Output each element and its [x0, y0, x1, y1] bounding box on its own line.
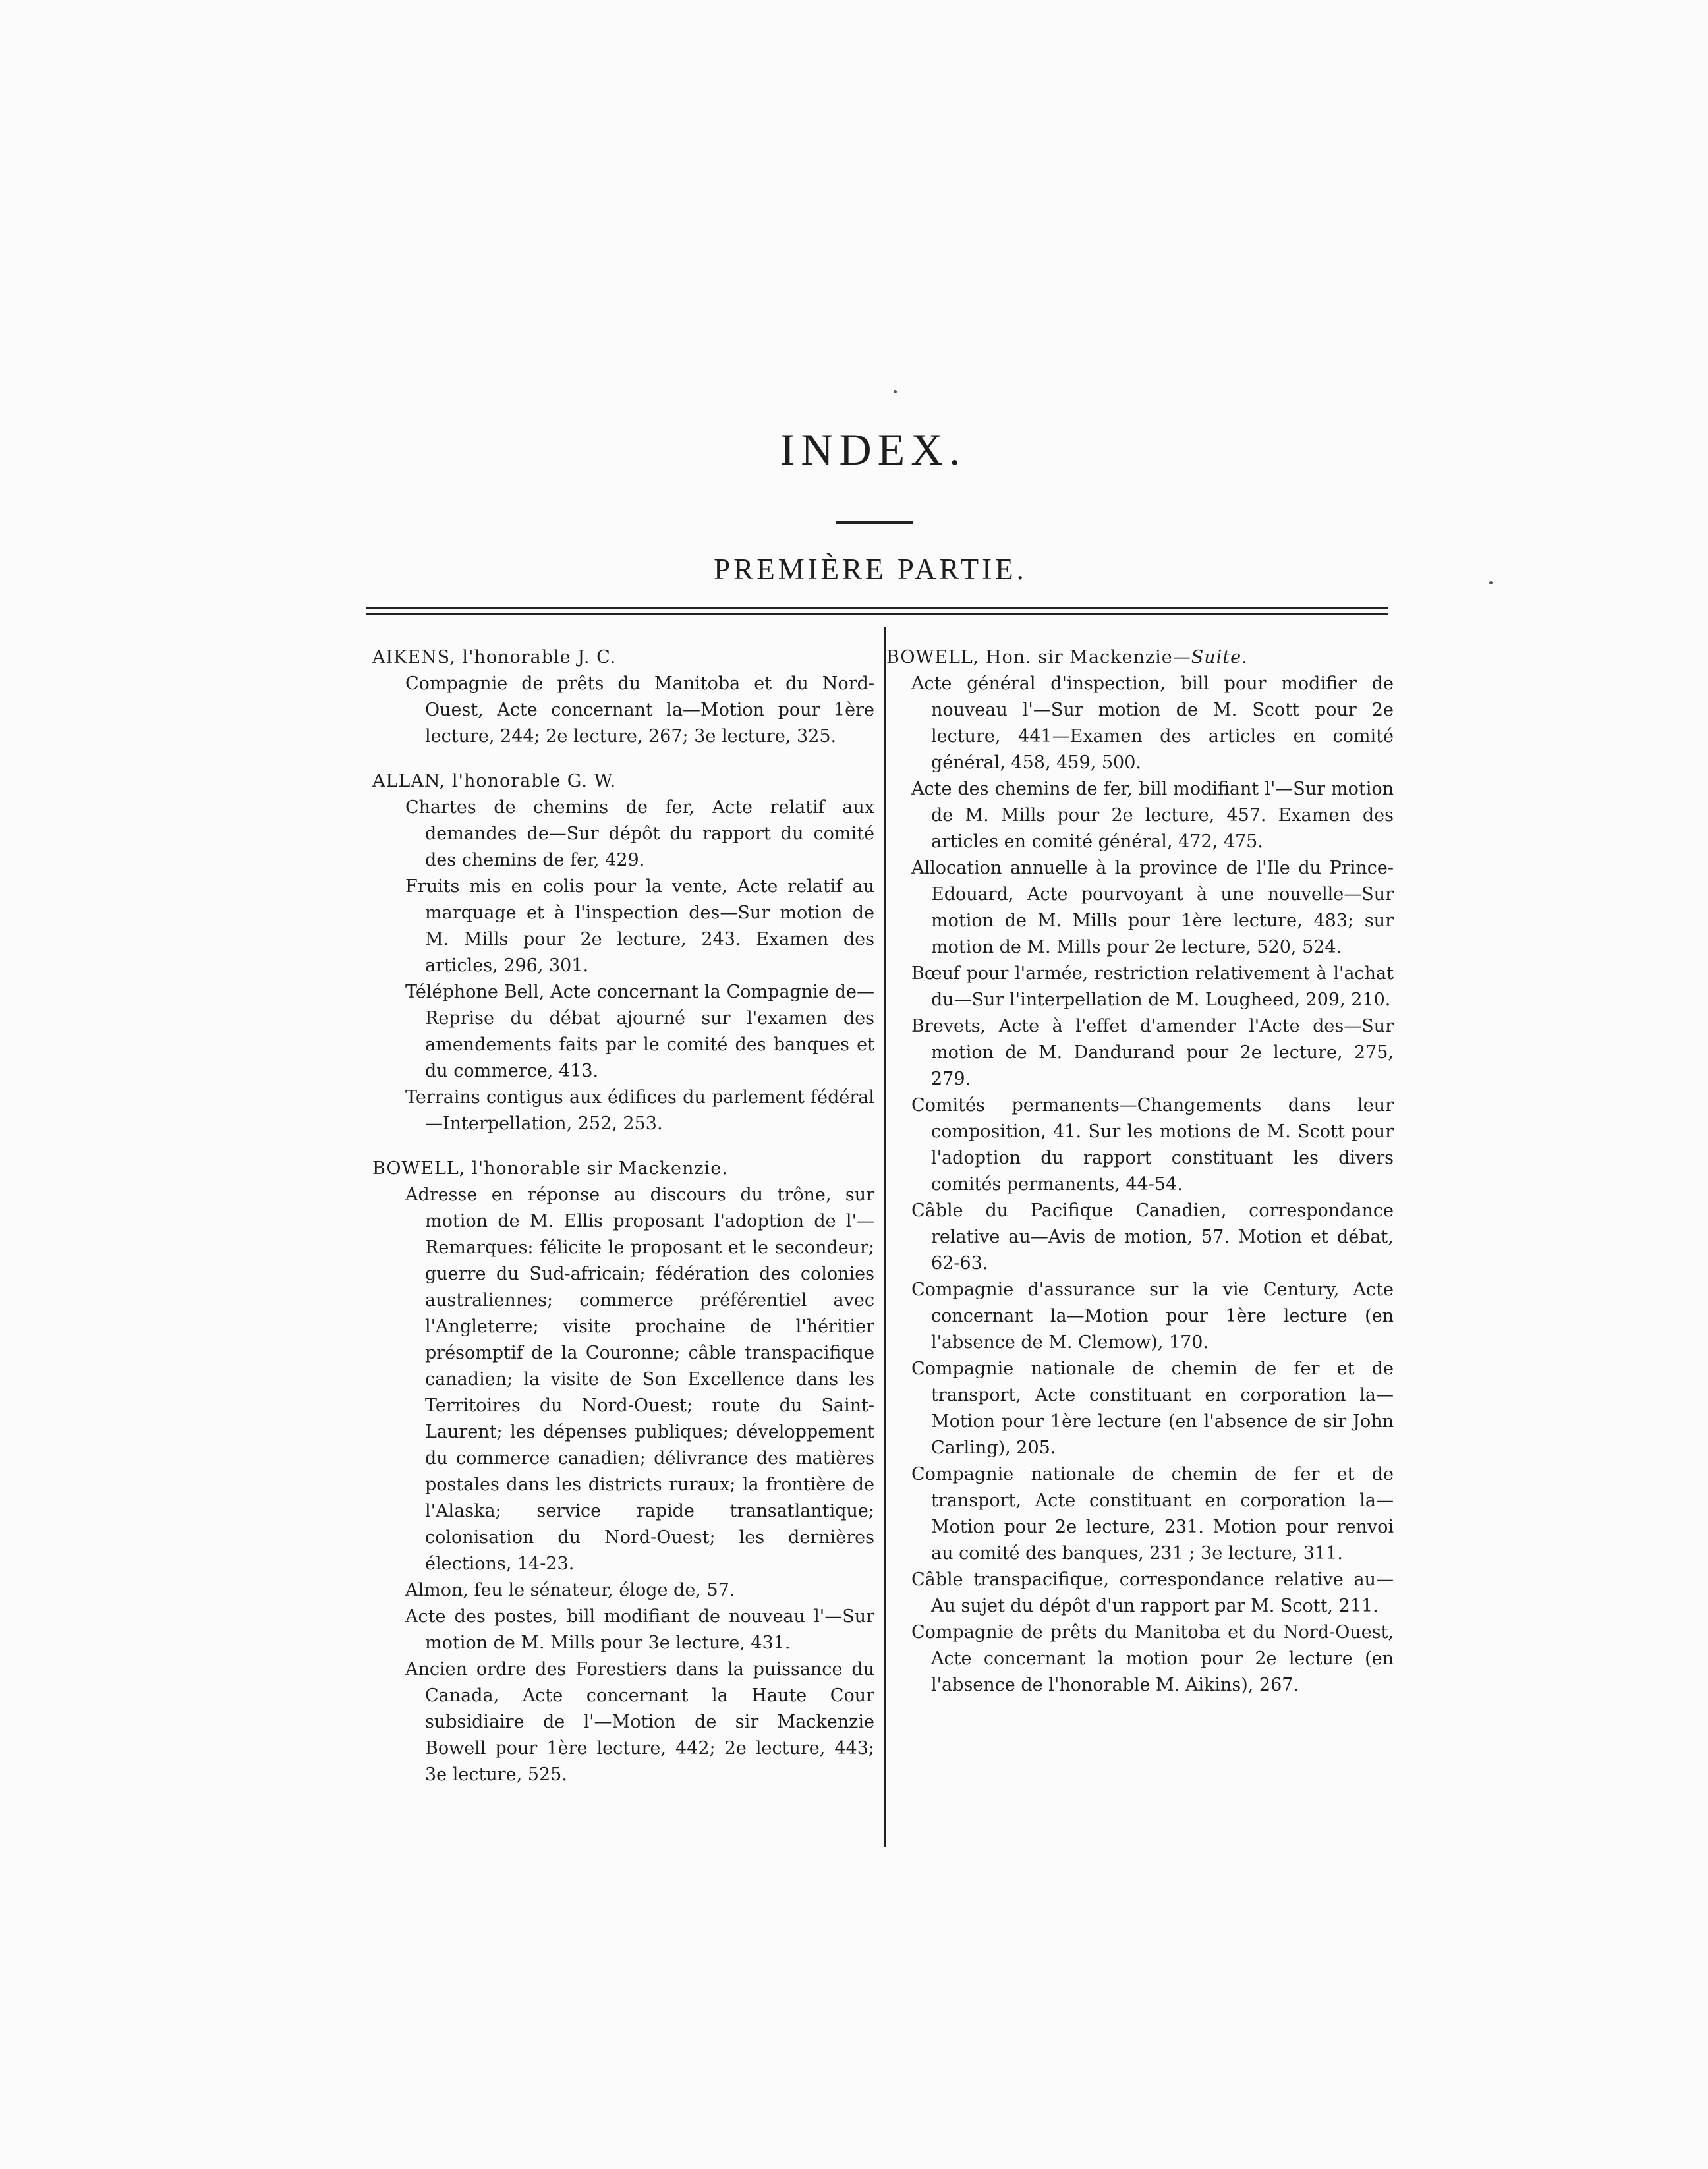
sub-entry: Acte général d'inspection, bill pour modifier de nouveau l'—Sur motion de M. Scott pour 2e lecture, 441—Examen des articles en comité général, 458, 459, 500.	[911, 673, 1394, 773]
sub-entry: Câble du Pacifique Canadien, correspondance relative au—Avis de motion, 57. Motion et débat, 62-63.	[911, 1200, 1394, 1274]
index-column-right	[886, 644, 1394, 1717]
sub-entry: Téléphone Bell, Acte concernant la Compagnie de—Reprise du débat ajourné sur l'examen des amendements faits par le comité des banques et du commerce, 413.	[405, 982, 874, 1081]
sub-entry: Terrains contigus aux édifices du parlement fédéral—Interpellation, 252, 253.	[405, 1087, 874, 1134]
scan-speck	[1489, 581, 1493, 584]
entry-name-continued: Suite.	[1191, 647, 1248, 667]
sub-entry: Compagnie de prêts du Manitoba et du Nord-Ouest, Acte concernant la—Motion pour 1ère lecture, 244; 2e lecture, 267; 3e lecture, 325.	[405, 673, 874, 746]
sub-entry: Ancien ordre des Forestiers dans la puissance du Canada, Acte concernant la Haute Cour subsidiaire de l'—Motion de sir Mackenzie Bowell pour 1ère lecture, 442; 2e lecture, 443; 3e lecture, 525.	[405, 1659, 874, 1785]
sub-entry: Compagnie d'assurance sur la vie Century, Acte concernant la—Motion pour 1ère lecture (en l'absence de M. Clemow), 170.	[911, 1280, 1394, 1353]
part-heading: PREMIÈRE PARTIE.	[714, 553, 1027, 586]
sub-entry: Allocation annuelle à la province de l'Ile du Prince-Edouard, Acte pourvoyant à une nouvelle—Sur motion de M. Mills pour 1ère lecture, 483; sur motion de M. Mills pour 2e lecture, 520, 524.	[911, 858, 1394, 957]
sub-entry: Câble transpacifique, correspondance relative au—Au sujet du dépôt d'un rapport par M. Scott, 211.	[911, 1569, 1394, 1616]
sub-entry: Comités permanents—Changements dans leur composition, 41. Sur les motions de M. Scott pour l'adoption du rapport constituant les divers comités permanents, 44-54.	[911, 1095, 1394, 1195]
entry-name: AIKENS, l'honorable J. C.	[372, 647, 617, 667]
sub-entry: Chartes de chemins de fer, Acte relatif aux demandes de—Sur dépôt du rapport du comité des chemins de fer, 429.	[405, 797, 874, 870]
sub-entry: Adresse en réponse au discours du trône, sur motion de M. Ellis proposant l'adoption de l'—Remarques: félicite le proposant et le secondeur; guerre du Sud-africain; fédération des colonies australiennes; commerce préférentiel avec l'Angleterre; visite prochaine de l'héritier présomptif de la Couronne; câble transpacifique canadien; la visite de Son Excellence dans les Territoires du Nord-Ouest; route du Saint-Laurent; les dépenses publiques; développement du commerce canadien; délivrance des matières postales dans les districts ruraux; la frontière de l'Alaska; service rapide transatlantique; colonisation du Nord-Ouest; les dernières élections, 14-23.	[405, 1185, 874, 1574]
entry-name-main: BOWELL, Hon. sir Mackenzie—	[886, 647, 1191, 667]
entry-name: ALLAN, l'honorable G. W.	[372, 771, 617, 791]
sub-entry: Almon, feu le sénateur, éloge de, 57.	[405, 1580, 735, 1600]
scan-speck	[894, 390, 897, 393]
sub-entry: Fruits mis en colis pour la vente, Acte relatif au marquage et à l'inspection des—Sur motion de M. Mills pour 2e lecture, 243. Examen des articles, 296, 301.	[405, 876, 874, 976]
index-column-left	[372, 644, 874, 1807]
sub-entry: Compagnie nationale de chemin de fer et de transport, Acte constituant en corporation la—Motion pour 2e lecture, 231. Motion pour renvoi au comité des banques, 231 ; 3e lecture, 311.	[911, 1464, 1394, 1563]
entry-name	[886, 644, 1394, 671]
index-entry-bowell-suite	[886, 644, 1394, 1699]
sub-entry: Bœuf pour l'armée, restriction relativement à l'achat du—Sur l'interpellation de M. Lougheed, 209, 210.	[911, 963, 1394, 1010]
sub-entry: Compagnie de prêts du Manitoba et du Nord-Ouest, Acte concernant la motion pour 2e lecture (en l'absence de l'honorable M. Aikins), 267.	[911, 1622, 1394, 1695]
sub-entry: Brevets, Acte à l'effet d'amender l'Acte des—Sur motion de M. Dandurand pour 2e lecture, 275, 279.	[911, 1016, 1394, 1089]
sub-entry: Acte des chemins de fer, bill modifiant l'—Sur motion de M. Mills pour 2e lecture, 457. Examen des articles en comité général, 472, 475.	[911, 779, 1394, 852]
title-rule	[836, 521, 913, 524]
page-title: INDEX.	[780, 424, 967, 474]
double-rule	[366, 607, 1388, 615]
index-entry-allan	[372, 768, 874, 1137]
index-entry-aikens	[372, 644, 874, 750]
index-entry-bowell	[372, 1156, 874, 1788]
sub-entry: Compagnie nationale de chemin de fer et de transport, Acte constituant en corporation la—Motion pour 1ère lecture (en l'absence de sir John Carling), 205.	[911, 1359, 1394, 1458]
entry-name: BOWELL, l'honorable sir Mackenzie.	[372, 1158, 728, 1179]
sub-entry: Acte des postes, bill modifiant de nouveau l'—Sur motion de M. Mills pour 3e lecture, 431.	[405, 1606, 874, 1653]
